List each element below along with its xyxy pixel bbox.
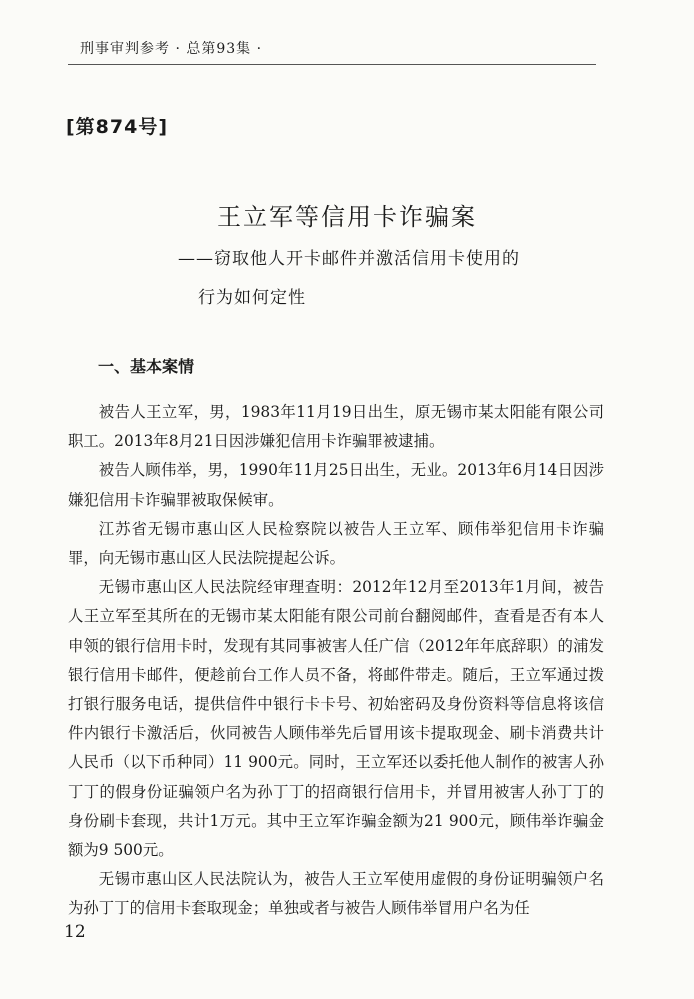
paragraph: 无锡市惠山区人民法院经审理查明：2012年12月至2013年1月间，被告人王立军至其所在的无锡市某太阳能有限公司前台翻阅邮件，查看是否有本人申领的银行信用卡时，发现有其同事被害人任广信（2012年年底辞职）的浦发银行信用卡邮件，便趁前台工作人员不备，将邮件带走。随后，王立军通过拨打银行服务电话，提供信件中银行卡卡号、初始密码及身份资料等信息将该信件内银行卡激活后，伙同被告人顾伟举先后冒用该卡提取现金、刷卡消费共计人民币（以下币种同）11 900元。同时，王立军还以委托他人制作的被害人孙丁丁的假身份证骗领户名为孙丁丁的招商银行信用卡，并冒用被害人孙丁丁的身份刷卡套现，共计1万元。其中王立军诈骗金额为21 900元，顾伟举诈骗金额为9 500元。 — [68, 578, 604, 860]
paragraph: 被告人王立军，男，1983年11月19日出生，原无锡市某太阳能有限公司职工。2013年8月21日因涉嫌犯信用卡诈骗罪被逮捕。 — [68, 403, 604, 451]
subtitle-line-1: ——窃取他人开卡邮件并激活信用卡使用的 — [178, 249, 520, 269]
body-text — [68, 398, 604, 924]
header-rule — [68, 64, 596, 65]
case-number: [第874号] — [66, 116, 169, 138]
running-header: 刑事审判参考 · 总第93集 · — [80, 41, 263, 57]
subtitle-line-2: 行为如何定性 — [198, 288, 306, 308]
paragraph: 被告人顾伟举，男，1990年11月25日出生，无业。2013年6月14日因涉嫌犯信用卡诈骗罪被取保候审。 — [68, 461, 604, 509]
page-number: 12 — [64, 922, 86, 942]
paragraph: 江苏省无锡市惠山区人民检察院以被告人王立军、顾伟举犯信用卡诈骗罪，向无锡市惠山区人民法院提起公诉。 — [68, 519, 604, 568]
page-title: 王立军等信用卡诈骗案 — [217, 203, 477, 231]
paragraph: 无锡市惠山区人民法院认为，被告人王立军使用虚假的身份证明骗领户名为孙丁丁的信用卡套取现金；单独或者与被告人顾伟举冒用户名为任 — [68, 870, 604, 918]
section-heading: 一、基本案情 — [98, 357, 195, 376]
